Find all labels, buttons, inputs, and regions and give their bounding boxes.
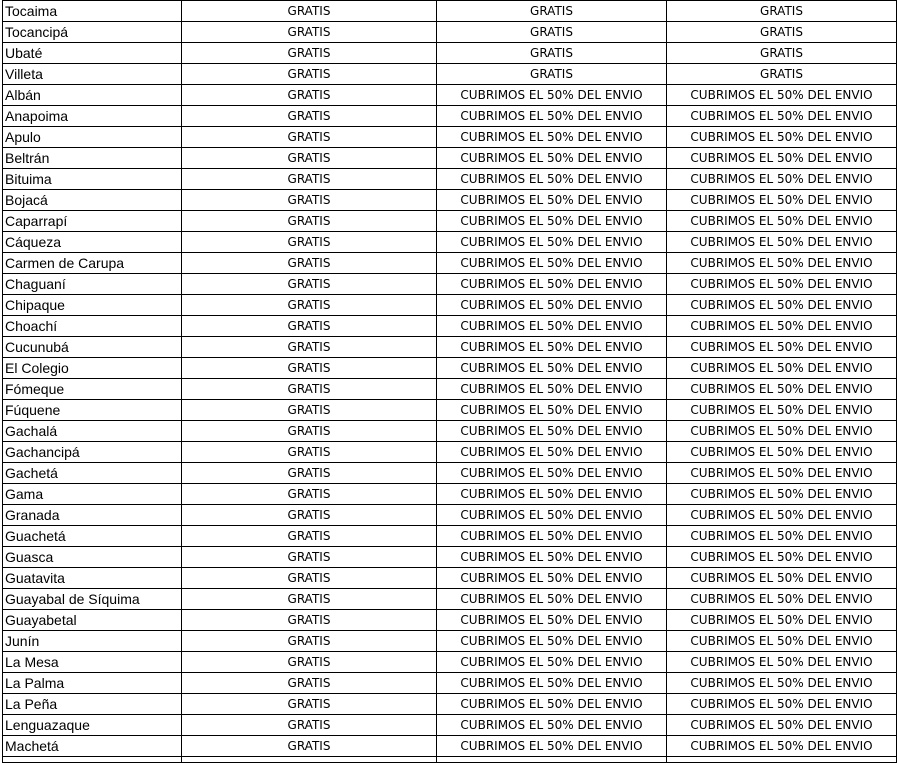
municipio-cell: Apulo: [3, 127, 182, 148]
table-row: [3, 148, 897, 169]
column-1-cell: GRATIS: [182, 295, 437, 316]
municipio-cell: Tocaima: [3, 1, 182, 22]
column-2-cell: CUBRIMOS EL 50% DEL ENVIO: [437, 253, 667, 274]
column-3-cell: CUBRIMOS EL 50% DEL ENVIO: [667, 169, 897, 190]
column-2-cell: CUBRIMOS EL 50% DEL ENVIO: [437, 715, 667, 736]
column-2-cell: CUBRIMOS EL 50% DEL ENVIO: [437, 484, 667, 505]
column-1-cell: GRATIS: [182, 505, 437, 526]
column-3-cell: GRATIS: [667, 1, 897, 22]
column-1-cell: GRATIS: [182, 358, 437, 379]
column-3-cell: CUBRIMOS EL 50% DEL ENVIO: [667, 694, 897, 715]
column-2-cell: CUBRIMOS EL 50% DEL ENVIO: [437, 85, 667, 106]
municipio-cell: Gachalá: [3, 421, 182, 442]
municipio-cell: El Colegio: [3, 358, 182, 379]
column-1-cell: GRATIS: [182, 442, 437, 463]
municipio-cell: Machetá: [3, 736, 182, 757]
column-2-cell: CUBRIMOS EL 50% DEL ENVIO: [437, 526, 667, 547]
table-row: [3, 274, 897, 295]
column-2-cell: GRATIS: [437, 22, 667, 43]
column-3-cell: CUBRIMOS EL 50% DEL ENVIO: [667, 652, 897, 673]
table-row: [3, 169, 897, 190]
municipio-cell: Choachí: [3, 316, 182, 337]
column-1-cell: GRATIS: [182, 337, 437, 358]
column-2-cell: CUBRIMOS EL 50% DEL ENVIO: [437, 106, 667, 127]
column-1-cell: GRATIS: [182, 568, 437, 589]
table-row: [3, 421, 897, 442]
column-3-cell: CUBRIMOS EL 50% DEL ENVIO: [667, 337, 897, 358]
municipio-cell: Granada: [3, 505, 182, 526]
column-1-cell: GRATIS: [182, 736, 437, 757]
table-row: [3, 568, 897, 589]
table-row: [3, 463, 897, 484]
municipio-cell: Albán: [3, 85, 182, 106]
table-row: [3, 316, 897, 337]
column-3-cell: CUBRIMOS EL 50% DEL ENVIO: [667, 610, 897, 631]
column-3-cell: CUBRIMOS EL 50% DEL ENVIO: [667, 274, 897, 295]
column-3-cell: CUBRIMOS EL 50% DEL ENVIO: [667, 232, 897, 253]
column-3-cell: CUBRIMOS EL 50% DEL ENVIO: [667, 253, 897, 274]
column-2-cell: CUBRIMOS EL 50% DEL ENVIO: [437, 589, 667, 610]
municipio-cell: Bituima: [3, 169, 182, 190]
municipio-cell: Cucunubá: [3, 337, 182, 358]
column-2-cell: CUBRIMOS EL 50% DEL ENVIO: [437, 316, 667, 337]
municipio-cell: La Palma: [3, 673, 182, 694]
column-2-cell: CUBRIMOS EL 50% DEL ENVIO: [437, 463, 667, 484]
table-row: [3, 127, 897, 148]
table-row: [3, 652, 897, 673]
table-row: [3, 484, 897, 505]
column-3-cell: CUBRIMOS EL 50% DEL ENVIO: [667, 547, 897, 568]
column-2-cell: CUBRIMOS EL 50% DEL ENVIO: [437, 610, 667, 631]
municipio-cell: Lenguazaque: [3, 715, 182, 736]
column-1-cell: GRATIS: [182, 1, 437, 22]
table-row: [3, 22, 897, 43]
column-2-cell: CUBRIMOS EL 50% DEL ENVIO: [437, 547, 667, 568]
column-3-cell: CUBRIMOS EL 50% DEL ENVIO: [667, 148, 897, 169]
column-3-cell: CUBRIMOS EL 50% DEL ENVIO: [667, 505, 897, 526]
column-1-cell: GRATIS: [182, 715, 437, 736]
table-row: [3, 85, 897, 106]
column-2-cell: CUBRIMOS EL 50% DEL ENVIO: [437, 652, 667, 673]
shipping-table: [2, 0, 897, 763]
table-row: [3, 106, 897, 127]
table-row: [3, 610, 897, 631]
municipio-cell: Villeta: [3, 64, 182, 85]
column-1-cell: GRATIS: [182, 274, 437, 295]
column-1-cell: GRATIS: [182, 106, 437, 127]
municipio-cell: Junín: [3, 631, 182, 652]
table-row: [3, 442, 897, 463]
column-2-cell: CUBRIMOS EL 50% DEL ENVIO: [437, 400, 667, 421]
municipio-cell: Gachetá: [3, 463, 182, 484]
municipio-cell: Chipaque: [3, 295, 182, 316]
column-3-cell: GRATIS: [667, 43, 897, 64]
column-3-cell: CUBRIMOS EL 50% DEL ENVIO: [667, 736, 897, 757]
municipio-cell: Gama: [3, 484, 182, 505]
column-2-cell: CUBRIMOS EL 50% DEL ENVIO: [437, 274, 667, 295]
column-2-cell: CUBRIMOS EL 50% DEL ENVIO: [437, 568, 667, 589]
table-row: [3, 358, 897, 379]
table-row: [3, 547, 897, 568]
column-2-cell: CUBRIMOS EL 50% DEL ENVIO: [437, 631, 667, 652]
table-row: [3, 505, 897, 526]
column-1-cell: GRATIS: [182, 673, 437, 694]
column-1-cell: GRATIS: [182, 400, 437, 421]
column-2-cell: CUBRIMOS EL 50% DEL ENVIO: [437, 232, 667, 253]
municipio-cell: Tocancipá: [3, 22, 182, 43]
column-3-cell: CUBRIMOS EL 50% DEL ENVIO: [667, 484, 897, 505]
column-3-cell: CUBRIMOS EL 50% DEL ENVIO: [667, 190, 897, 211]
column-2-cell: CUBRIMOS EL 50% DEL ENVIO: [437, 295, 667, 316]
table-row: [3, 736, 897, 757]
table-row: [3, 589, 897, 610]
column-3-cell: CUBRIMOS EL 50% DEL ENVIO: [667, 127, 897, 148]
column-1-cell: GRATIS: [182, 43, 437, 64]
column-2-cell: CUBRIMOS EL 50% DEL ENVIO: [437, 442, 667, 463]
column-3-cell: CUBRIMOS EL 50% DEL ENVIO: [667, 526, 897, 547]
table-row: [3, 1, 897, 22]
column-2-cell: CUBRIMOS EL 50% DEL ENVIO: [437, 190, 667, 211]
column-3-cell: CUBRIMOS EL 50% DEL ENVIO: [667, 673, 897, 694]
column-3-cell: CUBRIMOS EL 50% DEL ENVIO: [667, 589, 897, 610]
column-1-cell: GRATIS: [182, 589, 437, 610]
column-3-cell: CUBRIMOS EL 50% DEL ENVIO: [667, 442, 897, 463]
table-row: [3, 232, 897, 253]
municipio-cell: Caparrapí: [3, 211, 182, 232]
municipio-cell: Chaguaní: [3, 274, 182, 295]
column-2-cell: CUBRIMOS EL 50% DEL ENVIO: [437, 694, 667, 715]
table-row: [3, 190, 897, 211]
municipio-cell: Guayabetal: [3, 610, 182, 631]
table-row: [3, 631, 897, 652]
municipio-cell: Anapoima: [3, 106, 182, 127]
column-1-cell: GRATIS: [182, 169, 437, 190]
column-1-cell: GRATIS: [182, 316, 437, 337]
column-1-cell: GRATIS: [182, 64, 437, 85]
column-2-cell: GRATIS: [437, 43, 667, 64]
table-row: [3, 526, 897, 547]
table-row: [3, 64, 897, 85]
municipio-cell: Ubaté: [3, 43, 182, 64]
municipio-cell: Guachetá: [3, 526, 182, 547]
column-3-cell: CUBRIMOS EL 50% DEL ENVIO: [667, 568, 897, 589]
shipping-table-body: [3, 1, 897, 763]
column-3-cell: CUBRIMOS EL 50% DEL ENVIO: [667, 400, 897, 421]
municipio-cell: Carmen de Carupa: [3, 253, 182, 274]
column-2-cell: CUBRIMOS EL 50% DEL ENVIO: [437, 358, 667, 379]
municipio-cell: La Mesa: [3, 652, 182, 673]
column-3-cell: CUBRIMOS EL 50% DEL ENVIO: [667, 421, 897, 442]
column-2-cell: CUBRIMOS EL 50% DEL ENVIO: [437, 211, 667, 232]
column-3-cell: CUBRIMOS EL 50% DEL ENVIO: [667, 631, 897, 652]
column-3-cell: CUBRIMOS EL 50% DEL ENVIO: [667, 316, 897, 337]
municipio-cell: Fómeque: [3, 379, 182, 400]
table-row: [3, 673, 897, 694]
table-row: [3, 715, 897, 736]
column-1-cell: GRATIS: [182, 148, 437, 169]
column-3-cell: CUBRIMOS EL 50% DEL ENVIO: [667, 715, 897, 736]
column-1-cell: GRATIS: [182, 232, 437, 253]
column-2-cell: CUBRIMOS EL 50% DEL ENVIO: [437, 148, 667, 169]
municipio-cell: Fúquene: [3, 400, 182, 421]
column-1-cell: GRATIS: [182, 85, 437, 106]
column-2-cell: CUBRIMOS EL 50% DEL ENVIO: [437, 337, 667, 358]
column-3-cell: CUBRIMOS EL 50% DEL ENVIO: [667, 106, 897, 127]
table-row: [3, 337, 897, 358]
column-1-cell: GRATIS: [182, 190, 437, 211]
column-2-cell: CUBRIMOS EL 50% DEL ENVIO: [437, 505, 667, 526]
municipio-cell: Guatavita: [3, 568, 182, 589]
column-3-cell: CUBRIMOS EL 50% DEL ENVIO: [667, 295, 897, 316]
table-row: [3, 211, 897, 232]
table-row: [3, 43, 897, 64]
column-2-cell: CUBRIMOS EL 50% DEL ENVIO: [437, 421, 667, 442]
column-3-cell: CUBRIMOS EL 50% DEL ENVIO: [667, 463, 897, 484]
municipio-cell: Gachancipá: [3, 442, 182, 463]
column-3-cell: CUBRIMOS EL 50% DEL ENVIO: [667, 379, 897, 400]
municipio-cell: Guasca: [3, 547, 182, 568]
column-3-cell: CUBRIMOS EL 50% DEL ENVIO: [667, 211, 897, 232]
municipio-cell: Bojacá: [3, 190, 182, 211]
column-1-cell: GRATIS: [182, 211, 437, 232]
column-3-cell: CUBRIMOS EL 50% DEL ENVIO: [667, 85, 897, 106]
column-2-cell: GRATIS: [437, 64, 667, 85]
column-1-cell: GRATIS: [182, 463, 437, 484]
column-1-cell: GRATIS: [182, 547, 437, 568]
municipio-cell: Beltrán: [3, 148, 182, 169]
table-row: [3, 295, 897, 316]
column-1-cell: GRATIS: [182, 484, 437, 505]
column-2-cell: CUBRIMOS EL 50% DEL ENVIO: [437, 673, 667, 694]
column-1-cell: GRATIS: [182, 610, 437, 631]
column-3-cell: GRATIS: [667, 22, 897, 43]
column-1-cell: GRATIS: [182, 379, 437, 400]
column-2-cell: GRATIS: [437, 1, 667, 22]
column-1-cell: GRATIS: [182, 694, 437, 715]
column-1-cell: GRATIS: [182, 526, 437, 547]
column-3-cell: CUBRIMOS EL 50% DEL ENVIO: [667, 358, 897, 379]
column-1-cell: GRATIS: [182, 631, 437, 652]
table-row: [3, 400, 897, 421]
table-row: [3, 694, 897, 715]
column-2-cell: CUBRIMOS EL 50% DEL ENVIO: [437, 379, 667, 400]
column-2-cell: CUBRIMOS EL 50% DEL ENVIO: [437, 169, 667, 190]
column-1-cell: GRATIS: [182, 127, 437, 148]
column-1-cell: GRATIS: [182, 22, 437, 43]
table-row: [3, 379, 897, 400]
column-2-cell: CUBRIMOS EL 50% DEL ENVIO: [437, 127, 667, 148]
municipio-cell: Guayabal de Síquima: [3, 589, 182, 610]
column-1-cell: GRATIS: [182, 253, 437, 274]
column-3-cell: GRATIS: [667, 64, 897, 85]
column-1-cell: GRATIS: [182, 652, 437, 673]
column-1-cell: GRATIS: [182, 421, 437, 442]
municipio-cell: Cáqueza: [3, 232, 182, 253]
municipio-cell: La Peña: [3, 694, 182, 715]
column-2-cell: CUBRIMOS EL 50% DEL ENVIO: [437, 736, 667, 757]
table-row: [3, 253, 897, 274]
